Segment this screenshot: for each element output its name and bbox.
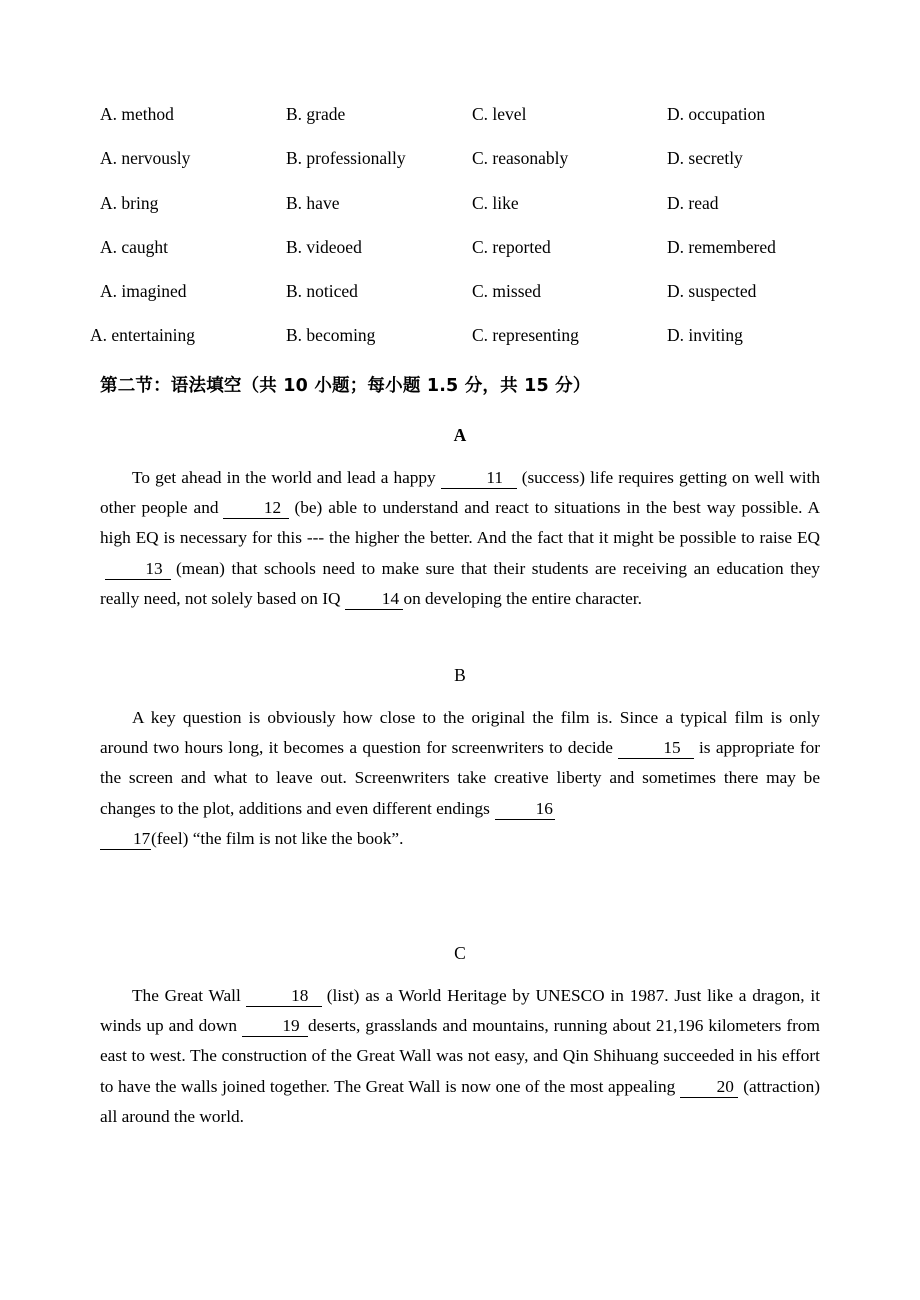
- choice-b[interactable]: B. noticed: [286, 281, 358, 302]
- blank-15[interactable]: 15: [618, 738, 694, 759]
- passage-a: [100, 420, 820, 614]
- passage-b: [100, 660, 820, 854]
- choice-a[interactable]: A. bring: [100, 192, 159, 213]
- choice-d[interactable]: D. read: [667, 192, 719, 213]
- passage-text: (success) life requires getting on well with other people and: [100, 468, 820, 518]
- passage-text: The Great Wall: [132, 986, 241, 1005]
- choice-b[interactable]: B. videoed: [286, 236, 362, 257]
- passage-c: [100, 938, 820, 1132]
- passage-text: To get ahead in the world and lead a happy: [132, 468, 436, 487]
- passage-text: (mean) that schools need to make sure that their students are receiving an education they really need, not solely based on IQ: [100, 558, 820, 608]
- blank-14[interactable]: 14: [345, 589, 403, 610]
- choice-c[interactable]: C. missed: [472, 281, 542, 302]
- table-row: [100, 100, 860, 144]
- table-row: [100, 277, 860, 321]
- choice-a[interactable]: A. nervously: [100, 148, 191, 169]
- blank-20[interactable]: 20: [680, 1077, 738, 1098]
- passage-a-label: A: [453, 425, 467, 445]
- blank-18[interactable]: 18: [246, 986, 322, 1007]
- passage-text: (feel) “the film is not like the book”.: [151, 828, 404, 848]
- passage-c-body: [100, 981, 820, 1132]
- passage-text: is appropriate for the screen and what to leave out. Screenwriters take creative liberty and sometimes there may be changes to the plot, additions and even different endings: [100, 738, 820, 818]
- blank-19[interactable]: 19: [242, 1016, 308, 1037]
- choice-c[interactable]: C. like: [472, 192, 519, 213]
- choice-b[interactable]: B. have: [286, 192, 340, 213]
- table-row: [100, 189, 860, 233]
- choice-a[interactable]: A. caught: [100, 236, 169, 257]
- passage-text: (list) as a World Heritage by UNESCO in 1987. Just like a dragon, it winds up and down: [100, 986, 820, 1036]
- blank-16[interactable]: 16: [495, 799, 555, 820]
- choice-c[interactable]: C. reasonably: [472, 148, 569, 169]
- table-row: [90, 321, 860, 365]
- choice-b[interactable]: B. grade: [286, 104, 346, 124]
- choice-b[interactable]: B. becoming: [286, 325, 376, 346]
- choice-d[interactable]: D. suspected: [667, 281, 757, 302]
- choice-c[interactable]: C. level: [472, 104, 527, 124]
- choice-c[interactable]: C. representing: [472, 325, 579, 346]
- choice-a[interactable]: A. method: [100, 104, 174, 124]
- choice-a[interactable]: A. imagined: [100, 281, 187, 302]
- passage-c-label: C: [454, 943, 466, 963]
- blank-11[interactable]: 11: [441, 468, 517, 489]
- choice-d[interactable]: D. occupation: [667, 104, 766, 124]
- passage-b-body: [100, 703, 820, 854]
- passage-text: deserts, grasslands and mountains, running about 21,196 kilometers from east to west. The construction of the Great Wall was not easy, and Qin Shihuang succeeded in his effort to have the walls joined together. The Great Wall is now one of the most appealing: [100, 1016, 820, 1096]
- passage-text: on developing the entire character.: [403, 588, 642, 608]
- passage-text: A key question is obviously how close to the original the film is. Since a typical film is only around two hours long, it becomes a question for screenwriters to decide: [100, 708, 820, 758]
- passage-text: (attraction) all around the world.: [100, 1076, 820, 1126]
- choice-b[interactable]: B. professionally: [286, 148, 406, 169]
- multiple-choice-block: [90, 100, 860, 366]
- blank-13[interactable]: 13: [105, 559, 171, 580]
- choice-a[interactable]: A. entertaining: [90, 325, 195, 346]
- table-row: [100, 233, 860, 277]
- choice-c[interactable]: C. reported: [472, 236, 551, 257]
- choice-d[interactable]: D. inviting: [667, 325, 743, 346]
- choice-d[interactable]: D. remembered: [667, 236, 776, 257]
- blank-17[interactable]: 17: [100, 829, 151, 850]
- choice-d[interactable]: D. secretly: [667, 148, 743, 169]
- passage-a-body: [100, 463, 820, 614]
- table-row: [100, 144, 860, 188]
- section-heading: 第二节：语法填空（共 10 小题；每小题 1.5 分，共 15 分）: [100, 376, 591, 396]
- passage-b-label: B: [454, 665, 466, 685]
- passage-text: (be) able to understand and react to situations in the best way possible. A high EQ is necessary for this --- the higher the better. And the fact that it might be possible to raise EQ: [100, 498, 820, 548]
- blank-12[interactable]: 12: [223, 498, 289, 519]
